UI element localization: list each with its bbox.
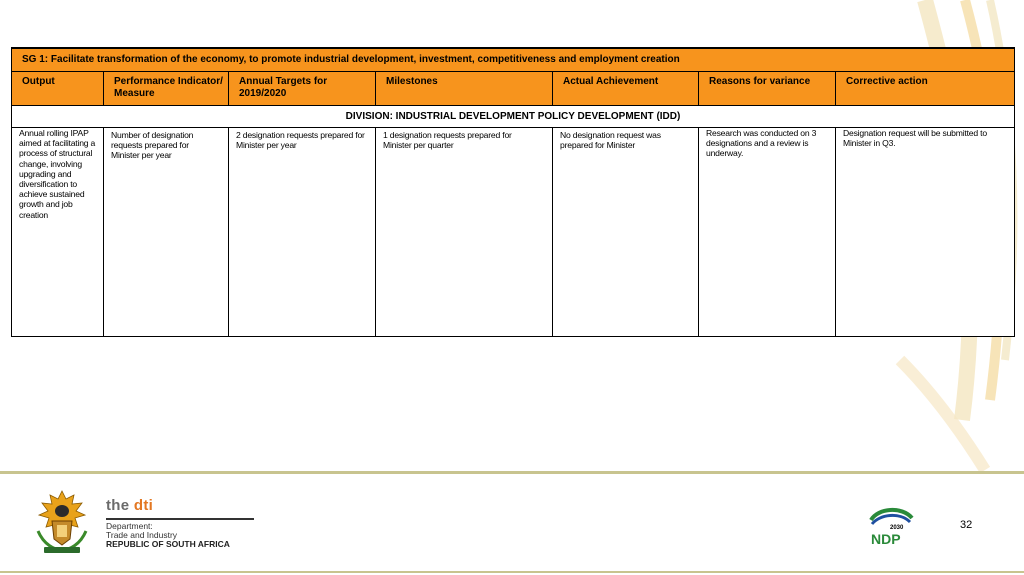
column-header-indicator	[103, 72, 228, 105]
cell-reasons-for-variance	[698, 128, 835, 336]
cell-text: No designation request was prepared for Minister	[560, 130, 661, 151]
cell-indicator	[103, 128, 228, 336]
column-header-label: Actual Achievement	[563, 76, 659, 87]
ndp-year: 2030	[890, 525, 904, 531]
strategic-goal-heading-row	[12, 48, 1014, 72]
column-header-row	[12, 72, 1014, 106]
cell-text: Designation request will be submitted to Minister in Q3.	[843, 128, 987, 149]
cell-text: Research was conducted on 3 designations and a review is underway.	[706, 128, 817, 159]
table-row	[12, 128, 1014, 336]
performance-table	[11, 47, 1015, 337]
strategic-goal-heading: SG 1: Facilitate transformation of the economy, to promote industrial development, investment, competitiveness and employment creation	[22, 54, 680, 65]
cell-text: 2 designation requests prepared for Minister per year	[236, 130, 365, 151]
column-header-actual-achievement	[552, 72, 698, 105]
department-label: Department:	[106, 521, 153, 531]
column-header-output	[12, 72, 103, 105]
country-name: REPUBLIC OF SOUTH AFRICA	[106, 539, 230, 549]
column-header-label: Output	[22, 76, 55, 87]
cell-text: Number of designation requests prepared for Minister per year	[111, 130, 194, 161]
cell-milestones	[375, 128, 552, 336]
brand-accent: dti	[133, 497, 154, 514]
dti-brand-wordmark	[106, 497, 153, 514]
column-header-label: Annual Targets for 2019/2020	[239, 76, 328, 99]
brand-prefix: the	[106, 497, 134, 514]
cell-text: Annual rolling IPAP aimed at facilitating a process of structural change, involving upgrading and diversification to achieve sustained growth and job creation	[19, 128, 96, 220]
column-header-label: Corrective action	[846, 76, 928, 87]
ndp-logo	[868, 506, 914, 546]
cell-corrective-action	[835, 128, 1016, 336]
cell-actual-achievement	[552, 128, 698, 336]
cell-output	[12, 128, 103, 336]
column-header-milestones	[375, 72, 552, 105]
cell-text: 1 designation requests prepared for Minister per quarter	[383, 130, 512, 151]
column-header-label: Milestones	[386, 76, 438, 87]
division-heading: DIVISION: INDUSTRIAL DEVELOPMENT POLICY DEVELOPMENT (IDD)	[345, 111, 681, 122]
column-header-reasons-for-variance	[698, 72, 835, 105]
column-header-label: Reasons for variance	[709, 76, 811, 87]
department-name: Trade and Industry	[106, 530, 178, 540]
brand-underline	[106, 518, 254, 520]
cell-annual-target	[228, 128, 375, 336]
column-header-annual-targets	[228, 72, 375, 105]
column-header-label: Performance Indicator/ Measure	[114, 76, 223, 99]
coat-of-arms-logo	[30, 487, 94, 555]
page-number: 32	[960, 519, 973, 531]
footer-bottom-line	[0, 571, 1024, 573]
division-heading-row	[12, 106, 1014, 128]
column-header-corrective-action	[835, 72, 1016, 105]
ndp-text: NDP	[871, 531, 901, 546]
